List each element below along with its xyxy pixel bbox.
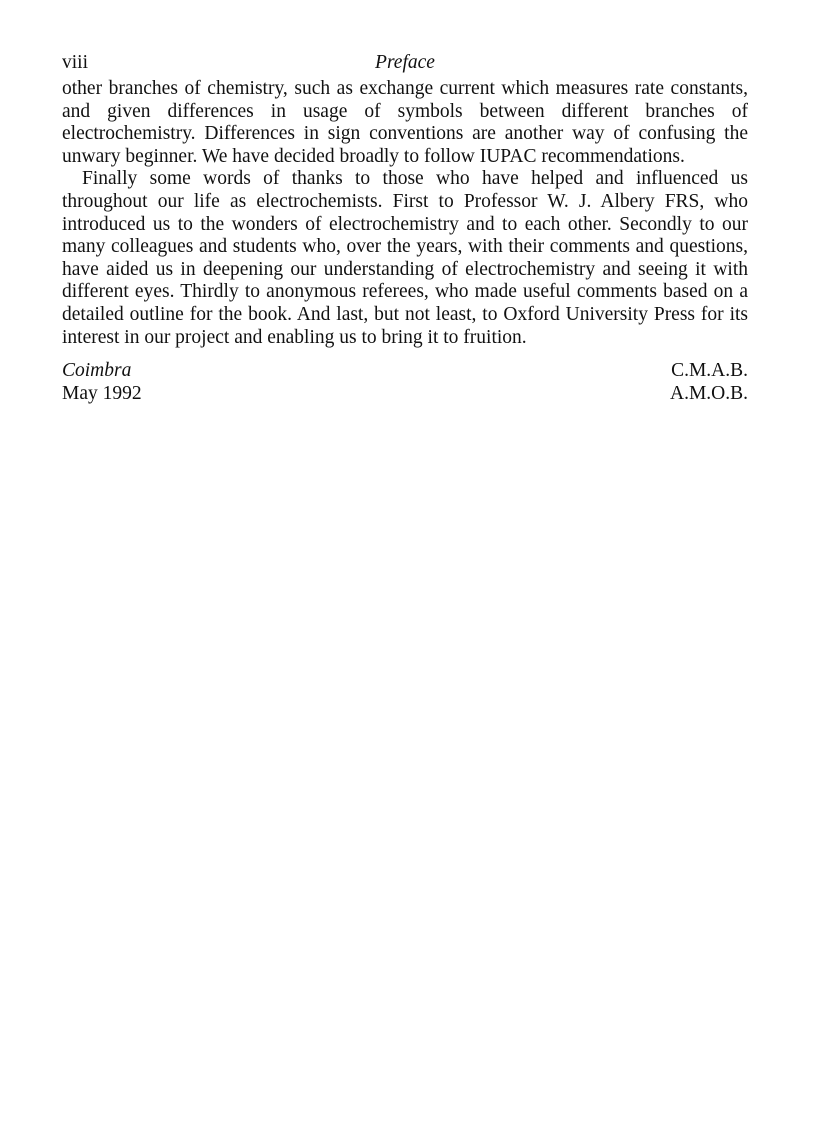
paragraph-acknowledgements: Finally some words of thanks to those who have helped and influenced us throughout our life as electrochemists. First to Professor W. J. Albery FRS, who introduced us to the wonders of electrochemistry and to each other. Secondly to our many colleagues and students who, over the years, with their comments and questions, have aided us in deepening our understanding of electrochemistry and seeing it with different eyes. Thirdly to anonymous referees, who made useful comments based on a detailed outline for the book. And last, but not least, to Oxford University Press for its interest in our project and enabling us to bring it to fruition. — [62, 168, 748, 348]
signoff — [62, 360, 748, 406]
page — [62, 48, 748, 406]
signoff-place-date — [62, 360, 142, 405]
section-title: Preface — [375, 52, 435, 73]
page-number: viii — [62, 52, 89, 73]
signoff-place: Coimbra — [62, 360, 132, 382]
author-initials: C.M.A.B. — [671, 360, 748, 382]
signoff-date: May 1992 — [62, 382, 142, 404]
author-initials: A.M.O.B. — [669, 382, 748, 404]
running-head — [62, 48, 748, 78]
paragraph-continuation: other branches of chemistry, such as exchange current which measures rate constants, and given differences in usage of symbols between different branches of electrochemistry. Differences in sign conventions are another way of confusing the unwary beginner. We have decided broadly to follow IUPAC recommendations. — [62, 78, 748, 167]
signoff-authors — [670, 360, 748, 405]
body-text — [62, 78, 748, 349]
